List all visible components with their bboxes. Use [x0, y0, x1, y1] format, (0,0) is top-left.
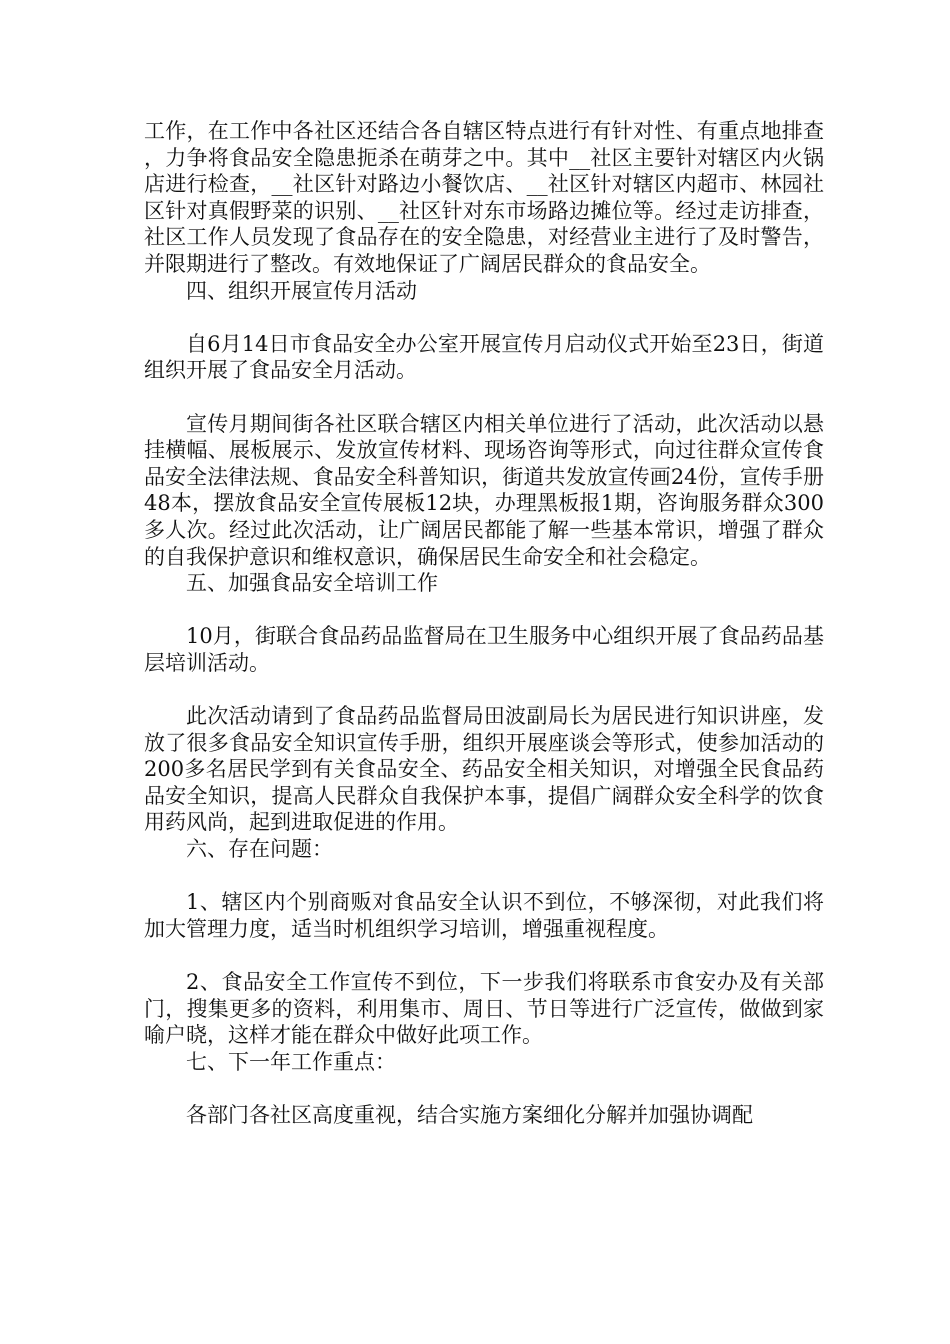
paragraph-training-october: 10月，街联合食品药品监督局在卫生服务中心组织开展了食品药品基层培训活动。 [144, 624, 824, 675]
paragraph-problem-1: 1、辖区内个别商贩对食品安全认识不到位，不够深彻，对此我们将加大管理力度，适当时机组织学习培训，增强重视程度。 [144, 890, 824, 941]
paragraph-community-inspection: 工作，在工作中各社区还结合各自辖区特点进行有针对性、有重点地排查，力争将食品安全隐患扼杀在萌芽之中。其中__社区主要针对辖区内火锅店进行检查，__社区针对路边小餐饮店、__社区针对辖区内超市、林园社区针对真假野菜的识别、__社区针对东市场路边摊位等。经过走访排查，社区工作人员发现了食品存在的安全隐患，对经营业主进行了及时警告，并限期进行了整改。有效地保证了广阔居民群众的食品安全。 [144, 119, 824, 276]
section-heading-next-year: 七、下一年工作重点： [186, 1049, 396, 1074]
paragraph-publicity-month-activities: 宣传月期间街各社区联合辖区内相关单位进行了活动，此次活动以悬挂横幅、展板展示、发放宣传材料、现场咨询等形式，向过往群众宣传食品安全法律法规、食品安全科普知识，街道共发放宣传画24份，宣传手册48本，摆放食品安全宣传展板12块，办理黑板报1期，咨询服务群众300多人次。经过此次活动，让广阔居民都能了解一些基本常识，增强了群众的自我保护意识和维权意识，确保居民生命安全和社会稳定。 [144, 411, 824, 569]
paragraph-publicity-month-dates: 自6月14日市食品安全办公室开展宣传月启动仪式开始至23日，街道组织开展了食品安全月活动。 [144, 331, 824, 383]
paragraph-next-year-focus: 各部门各社区高度重视，结合实施方案细化分解并加强协调配 [186, 1102, 753, 1127]
section-heading-problems: 六、存在问题： [186, 837, 333, 862]
paragraph-problem-2: 2、食品安全工作宣传不到位，下一步我们将联系市食安办及有关部门，搜集更多的资料，利用集市、周日、节日等进行广泛宣传，做做到家喻户晓，这样才能在群众中做好此项工作。 [144, 970, 824, 1048]
paragraph-training-details: 此次活动请到了食品药品监督局田波副局长为居民进行知识讲座，发放了很多食品安全知识宣传手册，组织开展座谈会等形式，使参加活动的200多名居民学到有关食品安全、药品安全相关知识，对增强全民食品药品安全知识，提高人民群众自我保护本事，提倡广阔群众安全科学的饮食用药风尚，起到进取促进的作用。 [144, 704, 824, 835]
section-heading-publicity-month: 四、组织开展宣传月活动 [186, 278, 417, 303]
document-body [144, 118, 824, 1129]
section-heading-training: 五、加强食品安全培训工作 [186, 571, 438, 596]
